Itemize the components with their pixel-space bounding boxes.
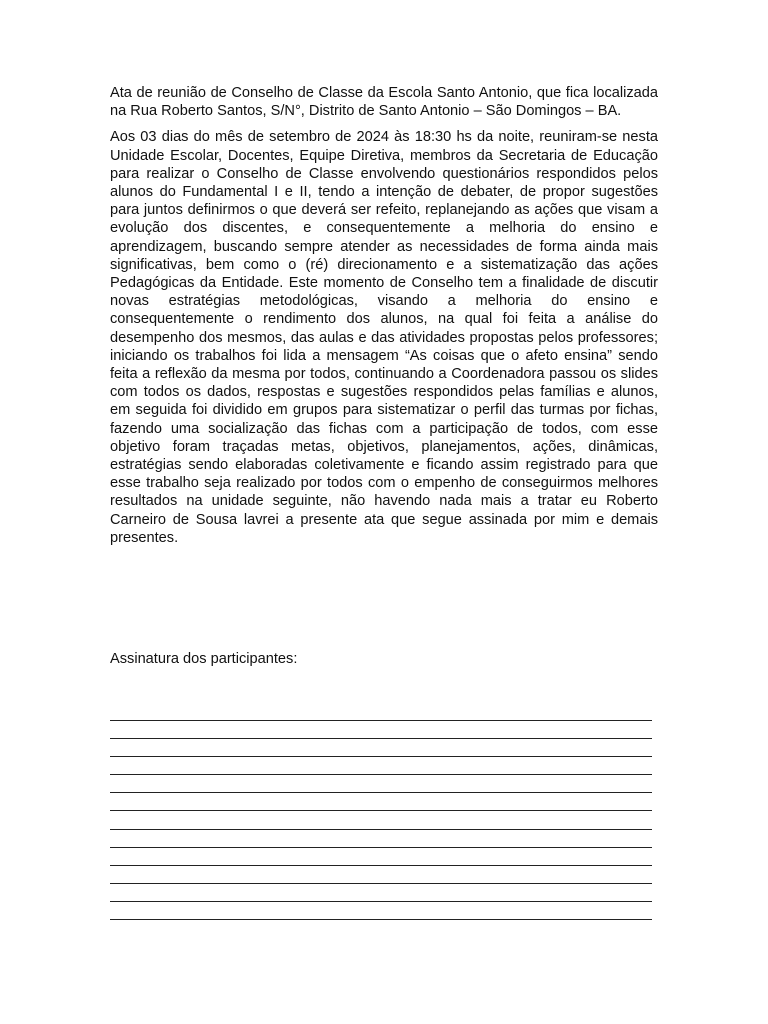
signature-line [110, 810, 652, 828]
signature-line [110, 847, 652, 865]
signature-line [110, 720, 652, 738]
meeting-minutes-body [110, 84, 658, 547]
signature-line [110, 865, 652, 883]
signature-line [110, 829, 652, 847]
signature-line [110, 738, 652, 756]
signature-line [110, 919, 652, 937]
signature-line [110, 901, 652, 919]
signature-line [110, 756, 652, 774]
signature-line [110, 792, 652, 810]
signature-line [110, 774, 652, 792]
minutes-heading-paragraph: Ata de reunião de Conselho de Classe da Escola Santo Antonio, que fica localizada na Rua Roberto Santos, S/N°, Distrito de Santo Antonio – São Domingos – BA. [110, 85, 658, 120]
minutes-content-paragraph: Aos 03 dias do mês de setembro de 2024 às 18:30 hs da noite, reuniram-se nesta Unidade Escolar, Docentes, Equipe Diretiva, membros da Secretaria de Educação para realizar o Conselho de Classe envolvendo questionários respondidos pelos alunos do Fundamental I e II, tendo a intenção de debater, de propor sugestões para juntos definirmos o que deverá ser refeito, replanejando as ações que visam a evolução dos discentes, e consequentemente a melhoria do ensino e aprendizagem, buscando sempre atender as necessidades de forma ainda mais significativas, bem como o (ré) direcionamento e a sistematização das ações Pedagógicas da Entidade. Este momento de Conselho tem a finalidade de discutir novas estratégias metodológicas, visando a melhoria do ensino e consequentemente o rendimento dos alunos, na qual foi feita a análise do desempenho dos mesmos, das aulas e das atividades propostas pelos professores; iniciando os trabalhos foi lida a mensagem “As coisas que o afeto ensina” sendo feita a reflexão da mesma por todos, continuando a Coordenadora passou os slides com todos os dados, respostas e sugestões respondidos pelas famílias e alunos, em seguida foi dividido em grupos para sistematizar o perfil das turmas por fichas, fazendo uma socialização das fichas com a participação de todos, com esse objetivo foram traçadas metas, objetivos, planejamentos, ações, dinâmicas, estratégias sendo elaboradas coletivamente e ficando assim registrado para que esse trabalho seja realizado por todos com o empenho de conseguirmos melhores resultados na unidade seguinte, não havendo nada mais a tratar eu Roberto Carneiro de Sousa lavrei a presente ata que segue assinada por mim e demais presentes. [110, 129, 658, 546]
signature-lines [110, 720, 652, 937]
signature-label: Assinatura dos participantes: [110, 651, 298, 667]
signature-line [110, 883, 652, 901]
